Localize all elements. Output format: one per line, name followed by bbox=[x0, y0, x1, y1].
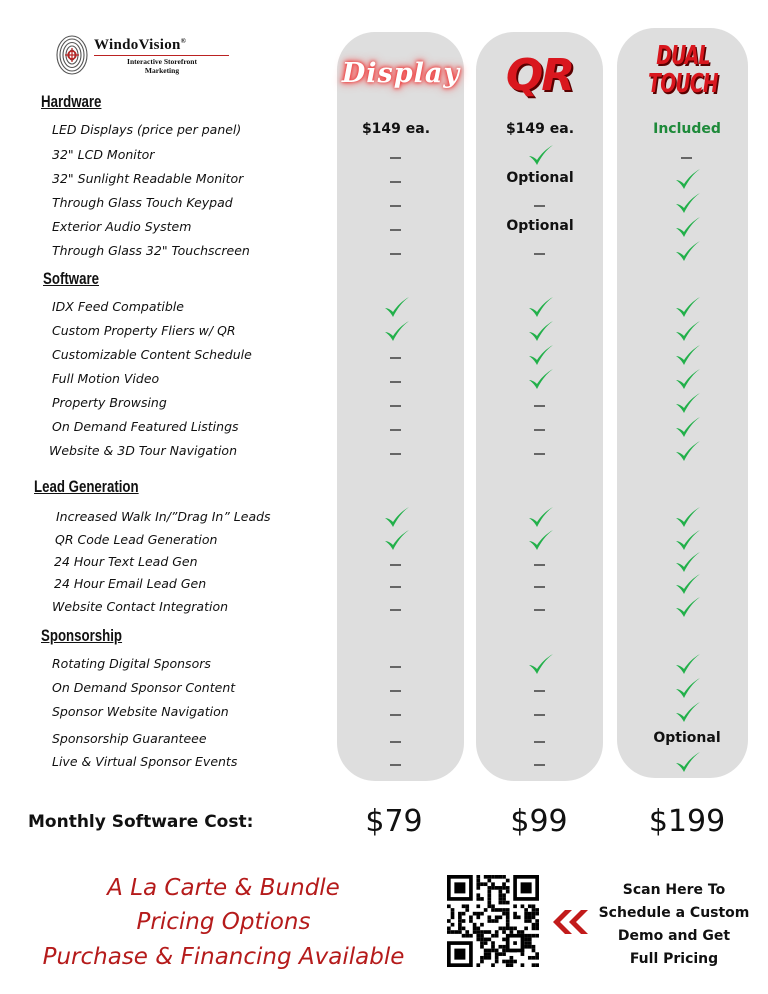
dual-touch-cell-text: Optional bbox=[653, 730, 721, 746]
feature-label: Website Contact Integration bbox=[52, 599, 229, 614]
scan-cta-line-2: Schedule a Custom bbox=[598, 905, 750, 921]
section-title-software: Software bbox=[43, 269, 100, 288]
dual-touch-check-icon bbox=[674, 750, 702, 774]
feature-label: Custom Property Fliers w/ QR bbox=[52, 323, 236, 338]
qr-check-icon bbox=[527, 319, 555, 343]
dual-touch-plan-header: DUAL TOUCH bbox=[648, 41, 718, 99]
qr-not-available-dash bbox=[534, 714, 545, 716]
qr-not-available-dash bbox=[534, 429, 545, 431]
display-plan-header: Display bbox=[341, 58, 461, 89]
qr-not-available-dash bbox=[534, 741, 545, 743]
feature-label: Through Glass 32" Touchscreen bbox=[52, 243, 250, 258]
feature-label: Live & Virtual Sponsor Events bbox=[52, 754, 238, 769]
feature-label: Rotating Digital Sponsors bbox=[52, 656, 211, 671]
qr-check-icon bbox=[527, 367, 555, 391]
display-not-available-dash bbox=[390, 381, 401, 383]
qr-check-icon bbox=[527, 652, 555, 676]
display-not-available-dash bbox=[390, 586, 401, 588]
brand-name: WindoVision® bbox=[94, 37, 187, 53]
dual-touch-check-icon bbox=[674, 391, 702, 415]
fingerprint-icon bbox=[54, 33, 90, 77]
feature-label: Increased Walk In/”Drag In” Leads bbox=[56, 509, 271, 524]
feature-label: 32" LCD Monitor bbox=[52, 147, 155, 162]
qr-check-icon bbox=[527, 505, 555, 529]
dual-touch-check-icon bbox=[674, 415, 702, 439]
dual-touch-monthly-price: $199 bbox=[648, 804, 726, 839]
display-check-icon bbox=[383, 505, 411, 529]
scan-cta-line-4: Full Pricing bbox=[629, 951, 719, 967]
display-not-available-dash bbox=[390, 453, 401, 455]
display-not-available-dash bbox=[390, 357, 401, 359]
dual-touch-check-icon bbox=[674, 528, 702, 552]
scan-cta-text bbox=[588, 879, 760, 971]
feature-label: Customizable Content Schedule bbox=[52, 347, 252, 362]
dual-touch-check-icon bbox=[674, 439, 702, 463]
feature-label: Sponsor Website Navigation bbox=[52, 704, 229, 719]
feature-label: Property Browsing bbox=[52, 395, 167, 410]
section-title-sponsorship: Sponsorship bbox=[41, 626, 123, 645]
qr-monthly-price: $99 bbox=[510, 804, 568, 839]
brand-tagline: Interactive Storefront Marketing bbox=[127, 57, 197, 75]
dual-touch-check-icon bbox=[674, 550, 702, 574]
feature-label: Website & 3D Tour Navigation bbox=[49, 443, 238, 458]
qr-cell-text: $149 ea. bbox=[505, 121, 575, 137]
qr-not-available-dash bbox=[534, 764, 545, 766]
display-not-available-dash bbox=[390, 741, 401, 743]
qr-plan-header: QR bbox=[505, 50, 574, 101]
feature-label: Through Glass Touch Keypad bbox=[52, 195, 233, 210]
display-not-available-dash bbox=[390, 429, 401, 431]
display-not-available-dash bbox=[390, 181, 401, 183]
display-not-available-dash bbox=[390, 253, 401, 255]
display-not-available-dash bbox=[390, 205, 401, 207]
scan-cta-line-1: Scan Here To bbox=[622, 882, 726, 898]
qr-not-available-dash bbox=[534, 564, 545, 566]
feature-label: 24 Hour Email Lead Gen bbox=[54, 576, 207, 591]
qr-check-icon bbox=[527, 143, 555, 167]
dual-touch-check-icon bbox=[674, 343, 702, 367]
monthly-cost-label: Monthly Software Cost: bbox=[28, 812, 254, 832]
qr-check-icon bbox=[527, 343, 555, 367]
dual-touch-check-icon bbox=[674, 572, 702, 596]
qr-code-image[interactable] bbox=[447, 875, 539, 967]
qr-not-available-dash bbox=[534, 586, 545, 588]
qr-not-available-dash bbox=[534, 253, 545, 255]
display-cell-text: $149 ea. bbox=[361, 121, 431, 137]
qr-not-available-dash bbox=[534, 453, 545, 455]
display-check-icon bbox=[383, 295, 411, 319]
dual-touch-check-icon bbox=[674, 676, 702, 700]
display-not-available-dash bbox=[390, 157, 401, 159]
scan-cta-line-3: Demo and Get bbox=[617, 928, 731, 944]
feature-label: Exterior Audio System bbox=[52, 219, 192, 234]
feature-label: Full Motion Video bbox=[52, 371, 160, 386]
qr-cell-text: Optional bbox=[506, 218, 574, 234]
dual-touch-check-icon bbox=[674, 505, 702, 529]
dual-touch-check-icon bbox=[674, 191, 702, 215]
qr-not-available-dash bbox=[534, 690, 545, 692]
feature-label: 32" Sunlight Readable Monitor bbox=[52, 171, 244, 186]
promo-line-1: A La Carte & Bundle bbox=[107, 875, 340, 901]
dual-touch-cell-text: Included bbox=[653, 121, 721, 137]
dual-touch-check-icon bbox=[674, 239, 702, 263]
display-not-available-dash bbox=[390, 714, 401, 716]
display-not-available-dash bbox=[390, 666, 401, 668]
qr-not-available-dash bbox=[534, 205, 545, 207]
display-not-available-dash bbox=[390, 764, 401, 766]
display-check-icon bbox=[383, 528, 411, 552]
section-title-hardware: Hardware bbox=[41, 92, 102, 111]
feature-label: QR Code Lead Generation bbox=[55, 532, 218, 547]
qr-not-available-dash bbox=[534, 609, 545, 611]
dual-touch-check-icon bbox=[674, 319, 702, 343]
dual-touch-not-available-dash bbox=[681, 157, 692, 159]
display-not-available-dash bbox=[390, 564, 401, 566]
dual-touch-check-icon bbox=[674, 700, 702, 724]
qr-check-icon bbox=[527, 528, 555, 552]
qr-cell-text: Optional bbox=[506, 170, 574, 186]
display-monthly-price: $79 bbox=[365, 804, 423, 839]
dual-touch-check-icon bbox=[674, 295, 702, 319]
dual-touch-check-icon bbox=[674, 595, 702, 619]
dual-touch-check-icon bbox=[674, 652, 702, 676]
display-not-available-dash bbox=[390, 609, 401, 611]
dual-touch-check-icon bbox=[674, 367, 702, 391]
display-check-icon bbox=[383, 319, 411, 343]
promo-line-3: Purchase & Financing Available bbox=[42, 944, 405, 970]
feature-label: IDX Feed Compatible bbox=[52, 299, 184, 314]
promo-line-2: Pricing Options bbox=[136, 909, 311, 935]
logo-divider bbox=[94, 55, 229, 56]
feature-label: On Demand Featured Listings bbox=[52, 419, 239, 434]
display-not-available-dash bbox=[390, 690, 401, 692]
qr-not-available-dash bbox=[534, 405, 545, 407]
qr-check-icon bbox=[527, 295, 555, 319]
feature-label: LED Displays (price per panel) bbox=[52, 122, 242, 137]
dual-touch-check-icon bbox=[674, 167, 702, 191]
feature-label: Sponsorship Guaranteee bbox=[52, 731, 207, 746]
feature-label: On Demand Sponsor Content bbox=[52, 680, 236, 695]
windovision-logo bbox=[54, 31, 244, 83]
double-chevron-left-icon bbox=[551, 907, 591, 937]
section-title-lead-generation: Lead Generation bbox=[34, 477, 139, 496]
dual-touch-check-icon bbox=[674, 215, 702, 239]
display-not-available-dash bbox=[390, 229, 401, 231]
feature-label: 24 Hour Text Lead Gen bbox=[54, 554, 198, 569]
display-not-available-dash bbox=[390, 405, 401, 407]
